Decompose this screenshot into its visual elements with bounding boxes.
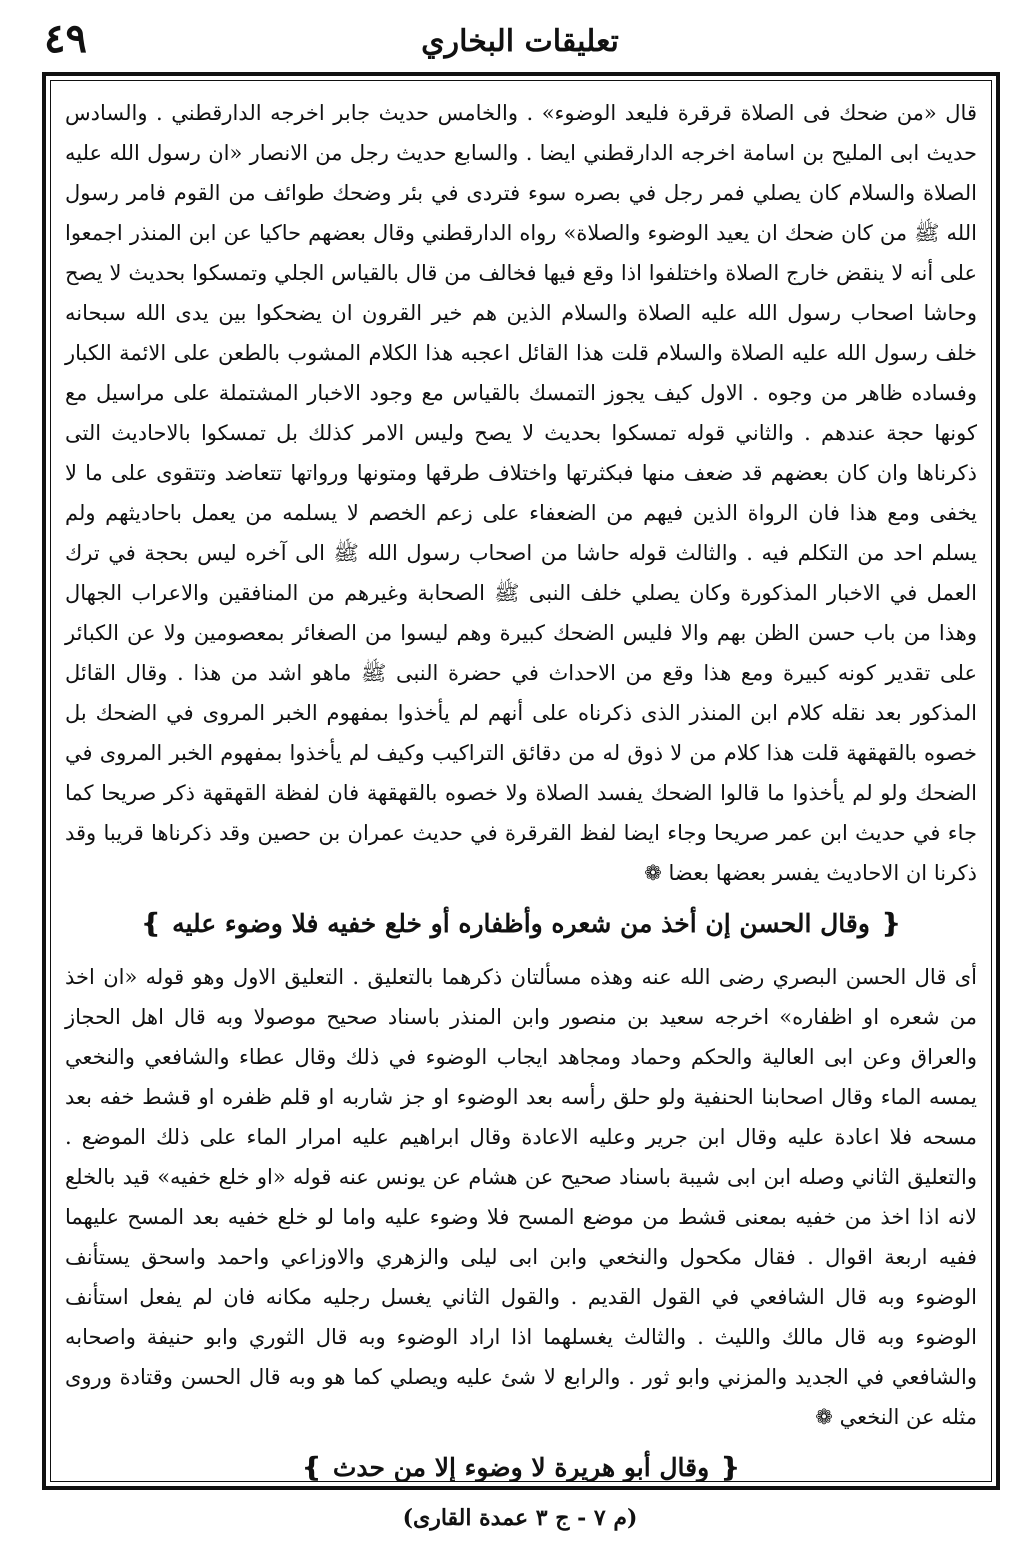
heading-text: وقال الحسن إن أخذ من شعره وأظفاره أو خلع خفيه فلا وضوء عليه bbox=[172, 909, 870, 938]
footer-signature: (م ٧ - ج ٣ عمدة القارى) bbox=[402, 1505, 638, 1531]
section-heading-2 bbox=[65, 1445, 977, 1482]
running-title: تعليقات البخاري bbox=[421, 24, 619, 59]
page-header bbox=[40, 12, 1000, 70]
ornament-bracket-icon: ❵ bbox=[301, 1453, 323, 1482]
ornament-bracket-icon: ❴ bbox=[879, 909, 902, 939]
ornament-bracket-icon: ❵ bbox=[140, 909, 163, 939]
heading-text: وقال أبو هريرة لا وضوء إلا من حدث bbox=[332, 1453, 710, 1482]
paragraph-commentary-1: قال «من ضحك فى الصلاة قرقرة فليعد الوضوء» . والخامس حديث جابر اخرجه الدارقطني . والسادس حديث ابى المليح بن اسامة اخرجه الدارقطني ايضا . والسابع حديث رجل من الانصار «ان رسول الله عليه الصلاة والسلام كان يصلي فمر رجل في بصره سوء فتردى في بئر وضحك طوائف من القوم فامر رسول الله ﷺ من كان ضحك ان يعيد الوضوء والصلاة» رواه الدارقطني وقال بعضهم حاكيا عن ابن المنذر اجمعوا على أنه لا ينقض خارج الصلاة واختلفوا اذا وقع فيها فخالف من قال بالقياس الجلي وتمسكوا بحديث لا يصح وحاشا اصحاب رسول الله عليه الصلاة والسلام الذين هم خير القرون ان يضحكوا بين يدى الله سبحانه خلف رسول الله عليه الصلاة والسلام قلت هذا القائل اعجبه هذا الكلام المشوب بالطعن على الائمة الكبار وفساده ظاهر من وجوه . الاول كيف يجوز التمسك بالقياس مع وجود الاخبار المشتملة على مراسيل مع كونها حجة عندهم . والثاني قوله تمسكوا بحديث لا يصح وليس الامر كذلك بل تمسكوا بالاحاديث التى ذكرناها وان كان بعضهم قد ضعف منها فبكثرتها واختلاف طرقها ومتونها ورواتها تتعاضد وتتقوى على ما لا يخفى ومع هذا فان الرواة الذين فيهم من الضعفاء على زعم الخصم لا يسلمه من يعمل باحاديثهم ولم يسلم احد من التكلم فيه . والثالث قوله حاشا من اصحاب رسول الله ﷺ الى آخره ليس بحجة في ترك العمل في الاخبار المذكورة وكان يصلي خلف النبى ﷺ الصحابة وغيرهم من المنافقين والاعراب الجهال وهذا من باب حسن الظن بهم والا فليس الضحك كبيرة وهم ليسوا من الصغائر بمعصومين ولا عن الكبائر على تقدير كونه كبيرة ومع هذا وقع من الاحداث في حضرة النبى ﷺ ماهو اشد من هذا . وقال القائل المذكور بعد نقله كلام ابن المنذر الذى ذكرناه على أنهم لم يأخذوا بمفهوم الخبر المروى في الضحك بل خصوه بالقهقهة قلت هذا كلام من لا ذوق له من دقائق التراكيب وكيف لم يأخذوا بمفهوم الخبر المروى في الضحك ولو لم يأخذوا ما قالوا الضحك يفسد الصلاة ولا خصوه بالقهقهة فان لفظة القهقهة ذكر صريحا كما جاء في حديث ابن عمر صريحا وجاء ايضا لفظ القرقرة في حديث عمران بن حصين وقد ذكرناها قريبا وقد ذكرنا ان الاحاديث يفسر بعضها بعضا ❁ bbox=[65, 101, 977, 885]
section-heading-1 bbox=[65, 901, 977, 947]
ornament-bracket-icon: ❴ bbox=[719, 1453, 741, 1482]
text-block bbox=[50, 80, 992, 1482]
paragraph-commentary-2: أى قال الحسن البصري رضى الله عنه وهذه مسألتان ذكرهما بالتعليق . التعليق الاول وهو قوله «ان اخذ من شعره او اظفاره» اخرجه سعيد بن منصور وابن المنذر باسناد صحيح موصولا وبه قال اهل الحجاز والعراق وعن ابى العالية والحكم وحماد ومجاهد ايجاب الوضوء في ذلك وقال عطاء والشافعي والنخعي يمسه الماء وقال اصحابنا الحنفية ولو حلق رأسه بعد الوضوء او جز شاربه او قلم ظفره او قشط خفه بعد مسحه فلا اعادة عليه وقال ابن جرير وعليه الاعادة وقال ابراهيم عليه امرار الماء على ذلك الموضع . والتعليق الثاني وصله ابن ابى شيبة باسناد صحيح عن هشام عن يونس عنه قوله «او خلع خفيه» قيد بالخلع لانه اذا اخذ من خفيه بمعنى قشط من موضع المسح فلا وضوء عليه واما لو خلع خفيه بعد المسح عليهما ففيه اربعة اقوال . فقال مكحول والنخعي وابن ابى ليلى والزهري والاوزاعي واحمد واسحق يستأنف الوضوء وبه قال الشافعي في القول القديم . والقول الثاني يغسل رجليه مكانه فان لم يفعل استأنف الوضوء وبه قال مالك والليث . والثالث يغسلهما اذا اراد الوضوء وبه قال الثوري وابو حنيفة واصحابه والشافعي في الجديد والمزني وابو ثور . والرابع لا شئ عليه ويصلي كما هو وبه قال الحسن وقتادة وروى مثله عن النخعي ❁ bbox=[65, 965, 977, 1429]
page-number: ٤٩ bbox=[44, 15, 87, 62]
